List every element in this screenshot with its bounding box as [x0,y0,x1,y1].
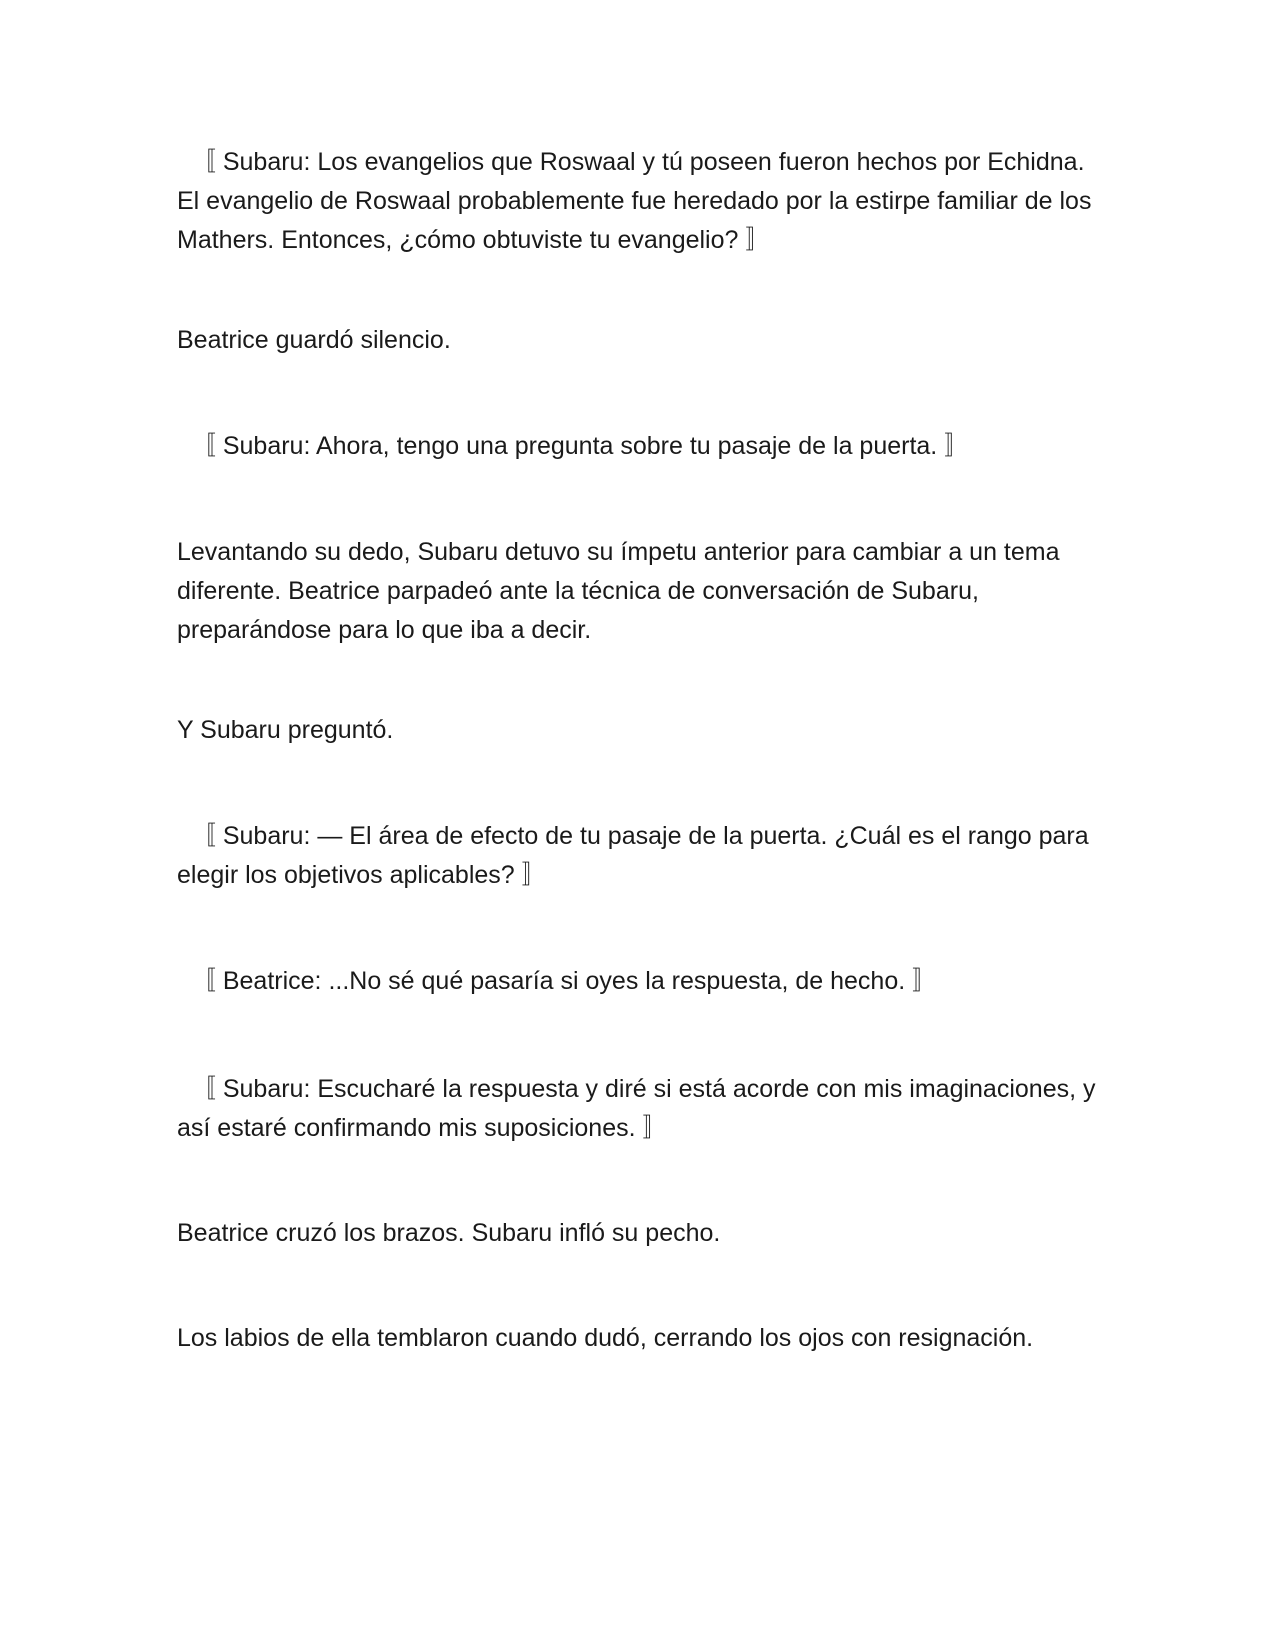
paragraph-levantando-dedo: Levantando su dedo, Subaru detuvo su ímpetu anterior para cambiar a un tema diferente. Beatrice parpadeó ante la técnica de conversación de Subaru, preparándose para lo que iba a decir. [177,538,1067,644]
paragraph-subaru-escuchare: 〚 Subaru: Escucharé la respuesta y diré si está acorde con mis imaginaciones, y así estaré confirmando mis suposiciones. 〛 [177,1075,1103,1142]
paragraph-subaru-pregunto: Y Subaru preguntó. [177,716,394,744]
paragraph-beatrice-brazos: Beatrice cruzó los brazos. Subaru infló su pecho. [177,1219,721,1247]
paragraph-beatrice-silencio: Beatrice guardó silencio. [177,326,451,354]
paragraph-subaru-pregunta-puerta: 〚 Subaru: Ahora, tengo una pregunta sobre tu pasaje de la puerta. 〛 [177,432,970,460]
paragraph-beatrice-respuesta: 〚 Beatrice: ...No sé qué pasaría si oyes la respuesta, de hecho. 〛 [177,967,938,995]
paragraph-subaru-evangelios: 〚 Subaru: Los evangelios que Roswaal y tú poseen fueron hechos por Echidna. El evangelio de Roswaal probablemente fue heredado por la estirpe familiar de los Mathers. Entonces, ¿cómo obtuviste tu evangelio? 〛 [177,148,1099,254]
paragraph-subaru-area-efecto: 〚 Subaru: — El área de efecto de tu pasaje de la puerta. ¿Cuál es el rango para elegir los objetivos aplicables? 〛 [177,822,1096,889]
paragraph-labios-temblaron: Los labios de ella temblaron cuando dudó, cerrando los ojos con resignación. [177,1324,1034,1352]
